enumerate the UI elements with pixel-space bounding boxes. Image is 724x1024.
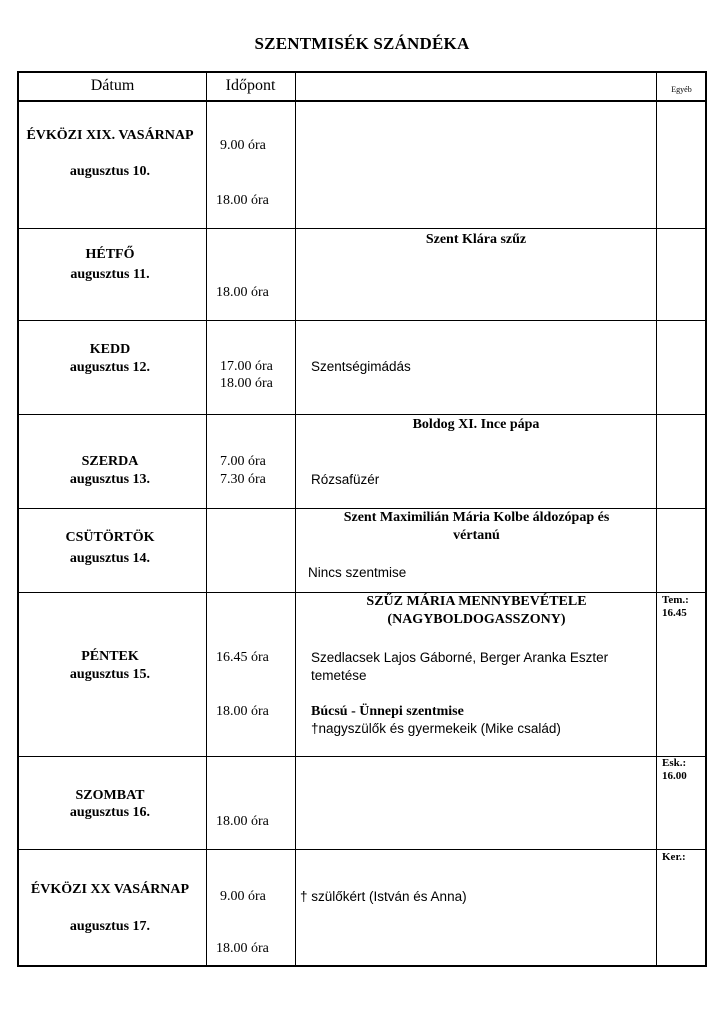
row-day: SZOMBAT — [75, 788, 145, 803]
row-time: 9.00 óra — [220, 138, 266, 153]
row-time: 7.00 óra — [220, 454, 266, 469]
row-intention: Nincs szentmise — [308, 565, 407, 580]
page-title: SZENTMISÉK SZÁNDÉKA — [254, 34, 470, 53]
row-day: KEDD — [89, 342, 131, 357]
column-divider — [656, 73, 657, 965]
row-date: augusztus 15. — [69, 667, 151, 682]
row-time: 17.00 óra — [220, 359, 273, 374]
column-divider — [206, 73, 207, 965]
column-divider — [295, 73, 296, 965]
row-day: HÉTFŐ — [85, 247, 135, 262]
row-divider — [19, 228, 705, 229]
row-feast: SZŰZ MÁRIA MENNYBEVÉTELE (NAGYBOLDOGASSZONY) — [366, 594, 587, 627]
row-day: CSÜTÖRTÖK — [65, 530, 155, 545]
row-other: Tem.: 16.45 — [662, 594, 689, 619]
row-date: augusztus 11. — [70, 267, 150, 282]
row-other: Esk.: 16.00 — [662, 757, 687, 782]
row-day: ÉVKÖZI XX VASÁRNAP — [30, 882, 190, 897]
row-time: 18.00 óra — [220, 376, 273, 391]
row-day: SZERDA — [81, 454, 139, 469]
row-day: PÉNTEK — [81, 649, 139, 664]
row-intention: Rózsafüzér — [311, 472, 380, 487]
row-divider — [19, 320, 705, 321]
row-feast: Szent Klára szűz — [425, 232, 527, 247]
row-other: Ker.: — [662, 851, 686, 863]
schedule-table — [17, 71, 707, 967]
row-intention: Búcsú - Ünnepi szentmise — [311, 704, 464, 719]
row-feast: Szent Maximilián Mária Kolbe áldozópap és vértanú — [343, 510, 610, 543]
header-egyeb: Egyéb — [671, 85, 692, 94]
row-date: augusztus 13. — [69, 472, 151, 487]
row-date: augusztus 14. — [69, 551, 151, 566]
row-day: ÉVKÖZI XIX. VASÁRNAP — [26, 128, 194, 143]
row-intention: † szülőkért (István és Anna) — [300, 889, 467, 904]
row-date: augusztus 17. — [69, 919, 151, 934]
header-idopont: Időpont — [225, 77, 276, 94]
row-divider — [19, 414, 705, 415]
row-time: 7.30 óra — [220, 472, 266, 487]
row-date: augusztus 16. — [69, 805, 151, 820]
row-intention: Szedlacsek Lajos Gáborné, Berger Aranka Eszter temetése — [311, 650, 609, 683]
row-time: 18.00 óra — [216, 193, 269, 208]
row-divider — [19, 756, 705, 757]
header-datum: Dátum — [90, 77, 135, 94]
row-date: augusztus 12. — [69, 360, 151, 375]
row-time: 18.00 óra — [216, 941, 269, 956]
row-time: 16.45 óra — [216, 650, 269, 665]
row-time: 9.00 óra — [220, 889, 266, 904]
row-divider — [19, 100, 705, 102]
row-time: 18.00 óra — [216, 704, 269, 719]
row-divider — [19, 849, 705, 850]
row-time: 18.00 óra — [216, 285, 269, 300]
row-date: augusztus 10. — [69, 164, 151, 179]
row-feast: Boldog XI. Ince pápa — [412, 417, 540, 432]
row-intention: Szentségimádás — [311, 359, 411, 374]
row-time: 18.00 óra — [216, 814, 269, 829]
row-intention: †nagyszülők és gyermekeik (Mike család) — [311, 721, 561, 736]
